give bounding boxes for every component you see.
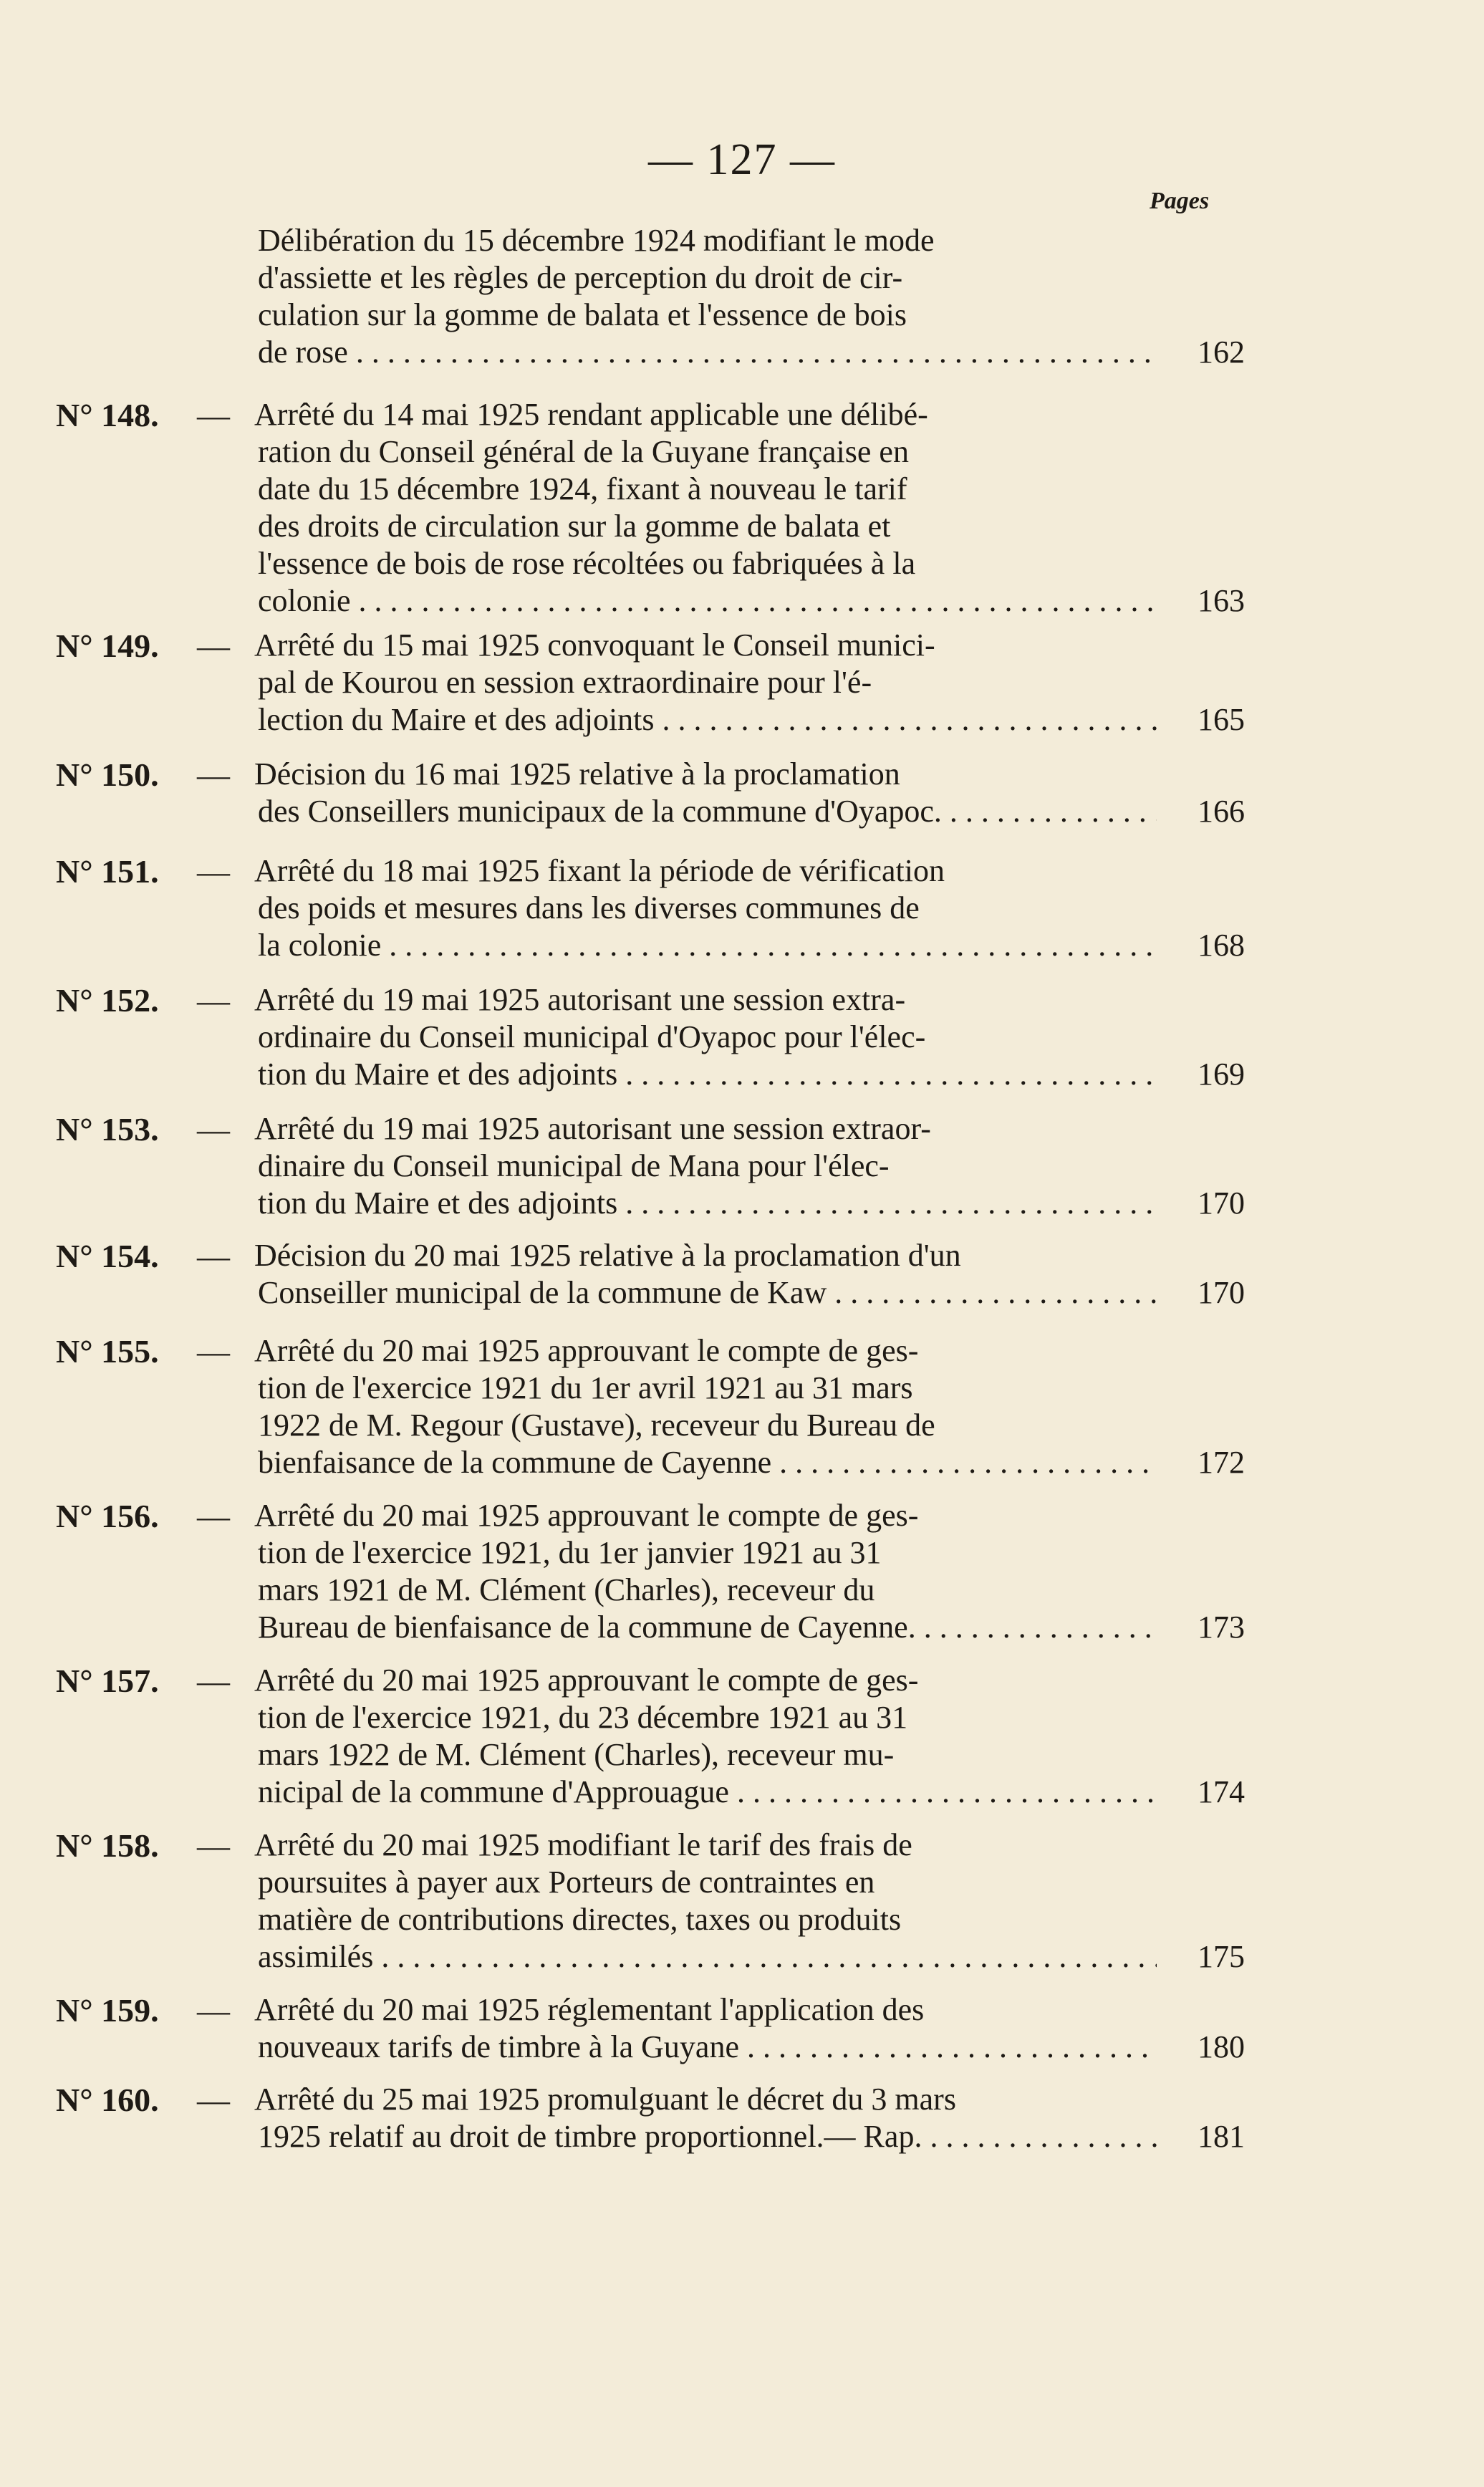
entry-text-line: tion de l'exercice 1921, du 23 décembre 1921 au 31 [258, 1700, 908, 1735]
entry-number: N° 158. [56, 1827, 159, 1864]
entry-text-line: Arrêté du 20 mai 1925 approuvant le compte de ges- [254, 1333, 919, 1368]
entry-text-line: Conseiller municipal de la commune de Kaw . . . [258, 1274, 1157, 1312]
entry-number: N° 154. [56, 1238, 159, 1274]
entry-text-line: tion du Maire et des adjoints . . . [258, 1185, 1157, 1222]
entry-dash: — [197, 982, 230, 1019]
entry-dash: — [197, 627, 230, 664]
entry-text-line: dinaire du Conseil municipal de Mana pour l'élec- [258, 1148, 890, 1183]
entry-text-line: nouveaux tarifs de timbre à la Guyane . . . [258, 2029, 1157, 2066]
entry-page-number: 181 [1198, 2119, 1245, 2154]
entry-text-line: des Conseillers municipaux de la commune d'Oyapoc. . . . [258, 793, 1157, 830]
entry-page-number: 180 [1198, 2029, 1245, 2064]
entry-number: N° 150. [56, 756, 159, 793]
entry-text-line: ration du Conseil général de la Guyane française en [258, 434, 909, 469]
entry-dash: — [197, 756, 230, 793]
entry-page-number: 175 [1198, 1939, 1245, 1974]
entry-number: N° 151. [56, 853, 159, 890]
entry-text-line: tion de l'exercice 1921 du 1er avril 1921 au 31 mars [258, 1370, 913, 1405]
entry-text-line: tion du Maire et des adjoints . . . [258, 1056, 1157, 1093]
entry-page-number: 166 [1198, 794, 1245, 829]
entry-page-number: 170 [1198, 1185, 1245, 1221]
entry-text-line: la colonie . . . [258, 927, 1157, 964]
entry-dash: — [197, 1827, 230, 1864]
entry-number: N° 160. [56, 2082, 159, 2118]
entry-dash: — [197, 397, 230, 433]
entry-dash: — [197, 1992, 230, 2029]
entry-page-number: 174 [1198, 1774, 1245, 1809]
entry-page-number: 165 [1198, 702, 1245, 737]
entry-text-line: Arrêté du 19 mai 1925 autorisant une session extraor- [254, 1111, 931, 1146]
entry-text-line: tion de l'exercice 1921, du 1er janvier 1921 au 31 [258, 1535, 882, 1570]
entry-text-line: l'essence de bois de rose récoltées ou fabriquées à la [258, 546, 916, 581]
entry-number: N° 156. [56, 1498, 159, 1534]
entry-text-line: des droits de circulation sur la gomme de balata et [258, 509, 891, 544]
entry-text-line: de rose . . . [258, 334, 1157, 371]
entry-text-line: mars 1922 de M. Clément (Charles), receveur mu- [258, 1737, 895, 1772]
entry-dash: — [197, 1498, 230, 1534]
entry-number: N° 159. [56, 1992, 159, 2029]
entry-text-line: lection du Maire et des adjoints . . . [258, 701, 1157, 739]
entry-text-line: culation sur la gomme de balata et l'essence de bois [258, 297, 907, 332]
entry-text-line: Arrêté du 19 mai 1925 autorisant une session extra- [254, 982, 906, 1017]
entry-text-line: date du 15 décembre 1924, fixant à nouveau le tarif [258, 471, 907, 506]
entry-text-line: assimilés . . . [258, 1938, 1157, 1976]
entry-dash: — [197, 853, 230, 890]
entry-text-line: Arrêté du 20 mai 1925 approuvant le compte de ges- [254, 1663, 919, 1698]
entry-dash: — [197, 1333, 230, 1370]
entry-text-line: Décision du 20 mai 1925 relative à la proclamation d'un [254, 1238, 961, 1273]
entry-page-number: 172 [1198, 1445, 1245, 1480]
entry-text-line: Arrêté du 20 mai 1925 approuvant le compte de ges- [254, 1498, 919, 1533]
entry-text-line: Délibération du 15 décembre 1924 modifiant le mode [258, 223, 935, 258]
entry-text-line: mars 1921 de M. Clément (Charles), receveur du [258, 1572, 875, 1607]
entry-dash: — [197, 1663, 230, 1699]
pages-column-header: Pages [1150, 188, 1210, 214]
entry-text-line: poursuites à payer aux Porteurs de contraintes en [258, 1865, 875, 1900]
entry-text-line: Arrêté du 15 mai 1925 convoquant le Conseil munici- [254, 627, 935, 663]
entry-number: N° 152. [56, 982, 159, 1019]
entry-number: N° 149. [56, 627, 159, 664]
entry-text-line: Arrêté du 25 mai 1925 promulguant le décret du 3 mars [254, 2082, 956, 2117]
entry-dash: — [197, 2082, 230, 2118]
entry-text-line: pal de Kourou en session extraordinaire pour l'é- [258, 665, 872, 700]
entry-dash: — [197, 1111, 230, 1148]
entry-text-line: Décision du 16 mai 1925 relative à la proclamation [254, 756, 900, 792]
entry-text-line: Bureau de bienfaisance de la commune de Cayenne. . . . [258, 1609, 1157, 1646]
entry-number: N° 148. [56, 397, 159, 433]
entry-text-line: des poids et mesures dans les diverses communes de [258, 890, 920, 925]
entry-text-line: 1922 de M. Regour (Gustave), receveur du Bureau de [258, 1408, 935, 1443]
entry-text-line: Arrêté du 20 mai 1925 réglementant l'application des [254, 1992, 925, 2027]
entry-text-line: Arrêté du 14 mai 1925 rendant applicable une délibé- [254, 397, 928, 432]
entry-text-line: bienfaisance de la commune de Cayenne . . . [258, 1444, 1157, 1481]
entry-text-line: matière de contributions directes, taxes ou produits [258, 1902, 902, 1937]
entry-number: N° 157. [56, 1663, 159, 1699]
entry-text-line: colonie . . . [258, 582, 1157, 620]
entry-number: N° 155. [56, 1333, 159, 1370]
entry-text-line: Arrêté du 18 mai 1925 fixant la période de vérification [254, 853, 945, 888]
entry-text-line: Arrêté du 20 mai 1925 modifiant le tarif des frais de [254, 1827, 912, 1862]
entry-text-line: d'assiette et les règles de perception du droit de cir- [258, 260, 903, 295]
entry-page-number: 163 [1198, 583, 1245, 618]
entry-page-number: 170 [1198, 1275, 1245, 1310]
entry-text-line: ordinaire du Conseil municipal d'Oyapoc pour l'élec- [258, 1019, 926, 1054]
entry-number: N° 153. [56, 1111, 159, 1148]
entry-page-number: 162 [1198, 335, 1245, 370]
page-number: — 127 — [648, 135, 836, 184]
entry-dash: — [197, 1238, 230, 1274]
entry-page-number: 173 [1198, 1610, 1245, 1645]
entry-text-line: 1925 relatif au droit de timbre proportionnel.— Rap. . . . [258, 2118, 1157, 2155]
entry-text-line: nicipal de la commune d'Approuague . . . [258, 1774, 1157, 1811]
entry-page-number: 169 [1198, 1057, 1245, 1092]
entry-page-number: 168 [1198, 928, 1245, 963]
